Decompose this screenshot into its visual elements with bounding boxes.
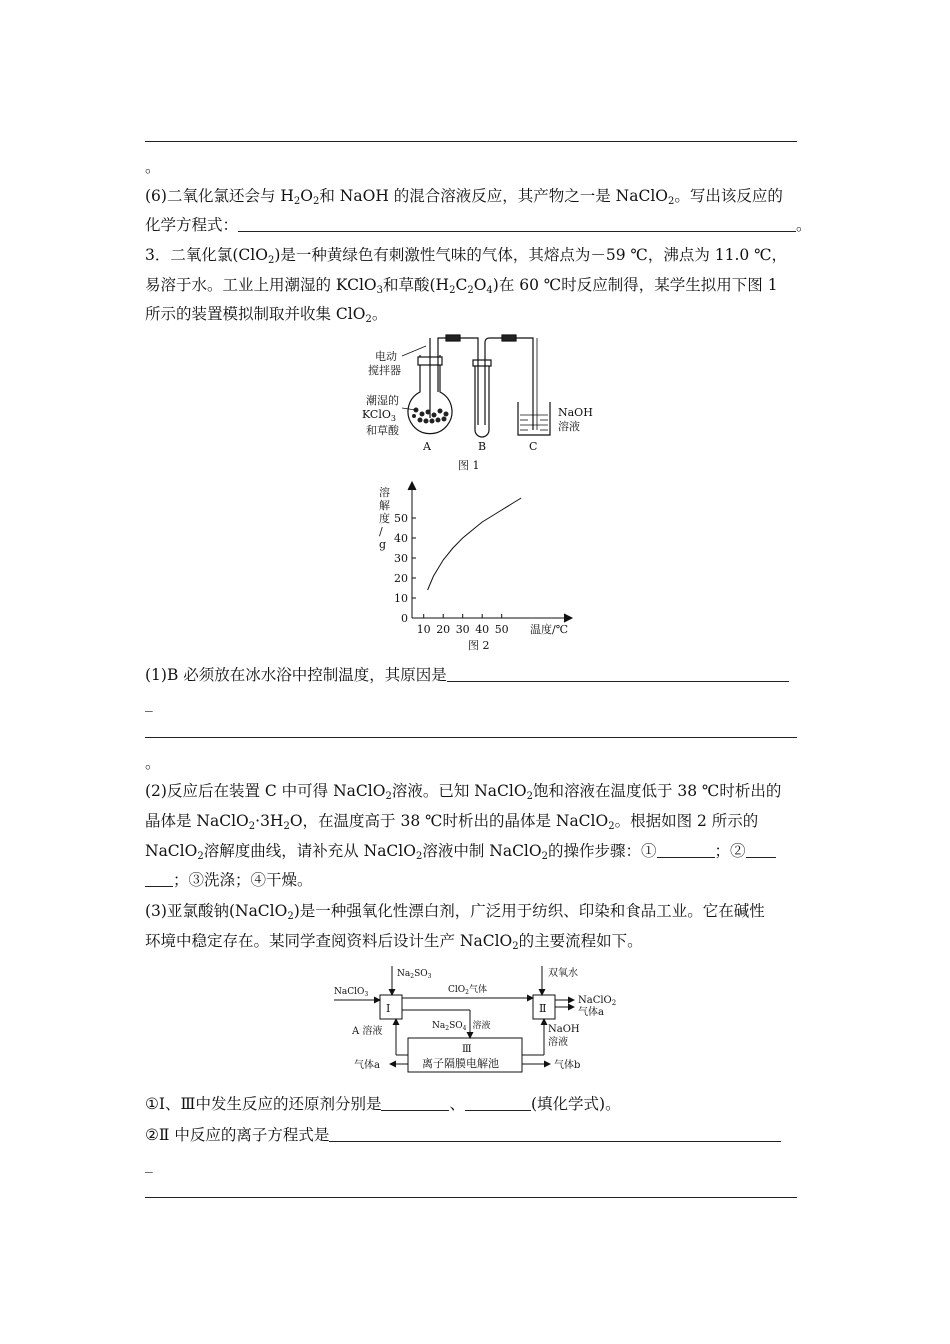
label-a: A	[423, 440, 431, 453]
y-tick-label: 10	[394, 592, 408, 605]
y-tick-label: 50	[394, 512, 408, 525]
x-axis-label: 温度/℃	[530, 623, 569, 636]
answer-line	[145, 737, 797, 738]
test-tube	[475, 360, 489, 437]
answer-line	[145, 141, 797, 142]
answer-blank[interactable]	[465, 1096, 531, 1111]
part-2-line4: ；③洗涤；④干燥。	[145, 870, 313, 890]
solubility-chart	[370, 478, 590, 653]
x-axis-arrow	[564, 614, 572, 622]
reagent-label-1: 潮湿的	[366, 394, 399, 407]
y-tick-label: 20	[394, 572, 408, 585]
stirrer-label-2: 搅拌器	[368, 364, 401, 377]
answer-line	[145, 1197, 797, 1198]
part-3-line2: 环境中稳定存在。某同学查阅资料后设计生产 NaClO$_2$的主要流程如下。	[145, 932, 643, 952]
question-3-line3: 所示的装置模拟制取并收集 ClO$_2$。	[145, 305, 388, 325]
answer-blank[interactable]	[746, 843, 776, 858]
y-tick-label: 30	[394, 552, 408, 565]
process-flow-diagram	[330, 962, 640, 1082]
question-3-line2: 易溶于水。工业上用潮湿的 KClO$_3$和草酸$(H_2C_2O_4)$在 60 ℃时反应制得，某学生拟用下图 1	[145, 276, 778, 296]
naoh-label-2: 溶液	[548, 1037, 568, 1048]
na2so4-label: $Na_2SO_4$ 溶液	[432, 1021, 491, 1032]
part-2-line1: (2)反应后在装置 C 中可得 NaClO$_2$溶液。已知 NaClO$_2$饱和溶液在温度低于 38 ℃时析出的	[145, 782, 782, 802]
y-axis-label-char: 解	[379, 499, 390, 512]
y-tick-label: 40	[394, 532, 408, 545]
question-3-line1: 3．二氧化氯(ClO$_2$)是一种黄绿色有刺激性气味的气体，其熔点为－59 ℃，沸点为 11.0 ℃，	[145, 246, 788, 266]
x-tick-label: 20	[436, 623, 451, 636]
reagent-label-2: KClO$_3$	[362, 408, 396, 423]
y-axis-label-char: g	[379, 538, 387, 551]
h2o2-label: 双氧水	[548, 968, 578, 979]
part-1-line: (1)B 必须放在冰水浴中控制温度，其原因是	[145, 665, 789, 685]
x-tick-label: 10	[416, 623, 431, 636]
question-6-line2: 化学方程式： 。	[145, 216, 812, 234]
naclo3-label: NaClO$_3$	[334, 987, 369, 998]
answer-blank[interactable]	[145, 872, 173, 887]
y-axis-arrow	[408, 482, 416, 490]
part-2-line2: 晶体是 $NaClO_2\cdot 3H_2O$，在温度高于 38 ℃时析出的晶体是 NaClO$_2$。根据如图 2 所示的	[145, 812, 759, 832]
period: 。	[145, 754, 161, 772]
y-axis-label-char: 溶	[379, 486, 390, 499]
gas-a-left: 气体a	[354, 1060, 380, 1071]
gas-b: 气体b	[554, 1060, 581, 1071]
y-axis-label-char: /	[379, 525, 383, 538]
clo2-label: ClO$_2$气体	[448, 985, 487, 996]
x-tick-label: 50	[494, 623, 509, 636]
box-1-label: Ⅰ	[386, 1002, 391, 1015]
gas-a-right: 气体a	[578, 1007, 604, 1018]
x-tick-label: 40	[475, 623, 490, 636]
dash: _	[145, 1155, 153, 1173]
naoh-label: NaOH	[558, 406, 593, 419]
apparatus-figure	[350, 330, 610, 475]
flow-question-2: ②Ⅱ 中反应的离子方程式是	[145, 1125, 781, 1145]
answer-blank[interactable]	[381, 1096, 449, 1111]
y-tick-label: 0	[401, 612, 408, 625]
label-b: B	[478, 440, 487, 453]
box-1	[380, 995, 402, 1019]
naoh-label-2: 溶液	[558, 420, 580, 433]
y-axis-label-char: 度	[379, 512, 390, 525]
figure-2-caption: 图 2	[468, 639, 490, 652]
box-3-label: 离子隔膜电解池	[422, 1057, 499, 1070]
period: 。	[145, 158, 161, 176]
naclo2-product: NaClO$_2$	[578, 995, 617, 1007]
part-3-line1: (3)亚氯酸钠(NaClO$_2$)是一种强氧化性漂白剂，广泛用于纺织、印染和食品工业。它在碱性	[145, 902, 765, 922]
answer-blank[interactable]	[329, 1127, 781, 1142]
x-tick-label: 30	[455, 623, 470, 636]
reagent-label-3: 和草酸	[366, 424, 399, 437]
part-2-line3: NaClO$_2$溶解度曲线，请补充从 NaClO$_2$溶液中制 NaClO$_2$的操作步骤：① ；②	[145, 841, 776, 861]
box-3-number: Ⅲ	[462, 1044, 472, 1055]
answer-blank[interactable]	[238, 217, 796, 232]
label-c: C	[529, 440, 538, 453]
a-solution-label: A 溶液	[352, 1026, 383, 1037]
na2so3-label: $Na_2SO_3$	[397, 969, 432, 980]
flow-question-1: ①Ⅰ、Ⅲ中发生反应的还原剂分别是 、 (填化学式)。	[145, 1095, 621, 1113]
figure-1-caption: 图 1	[458, 459, 480, 472]
question-6-line1: (6)二氧化氯还会与 $H_2O_2$和 NaOH 的混合溶液反应，其产物之一是 NaClO$_2$。写出该反应的	[145, 187, 783, 207]
naoh-label: NaOH	[548, 1024, 580, 1035]
box-2-label: Ⅱ	[539, 1002, 547, 1015]
answer-blank[interactable]	[447, 667, 789, 682]
stirrer-label: 电动	[375, 350, 397, 363]
solubility-curve	[428, 498, 522, 590]
answer-blank[interactable]	[657, 843, 715, 858]
dash: _	[145, 694, 153, 712]
